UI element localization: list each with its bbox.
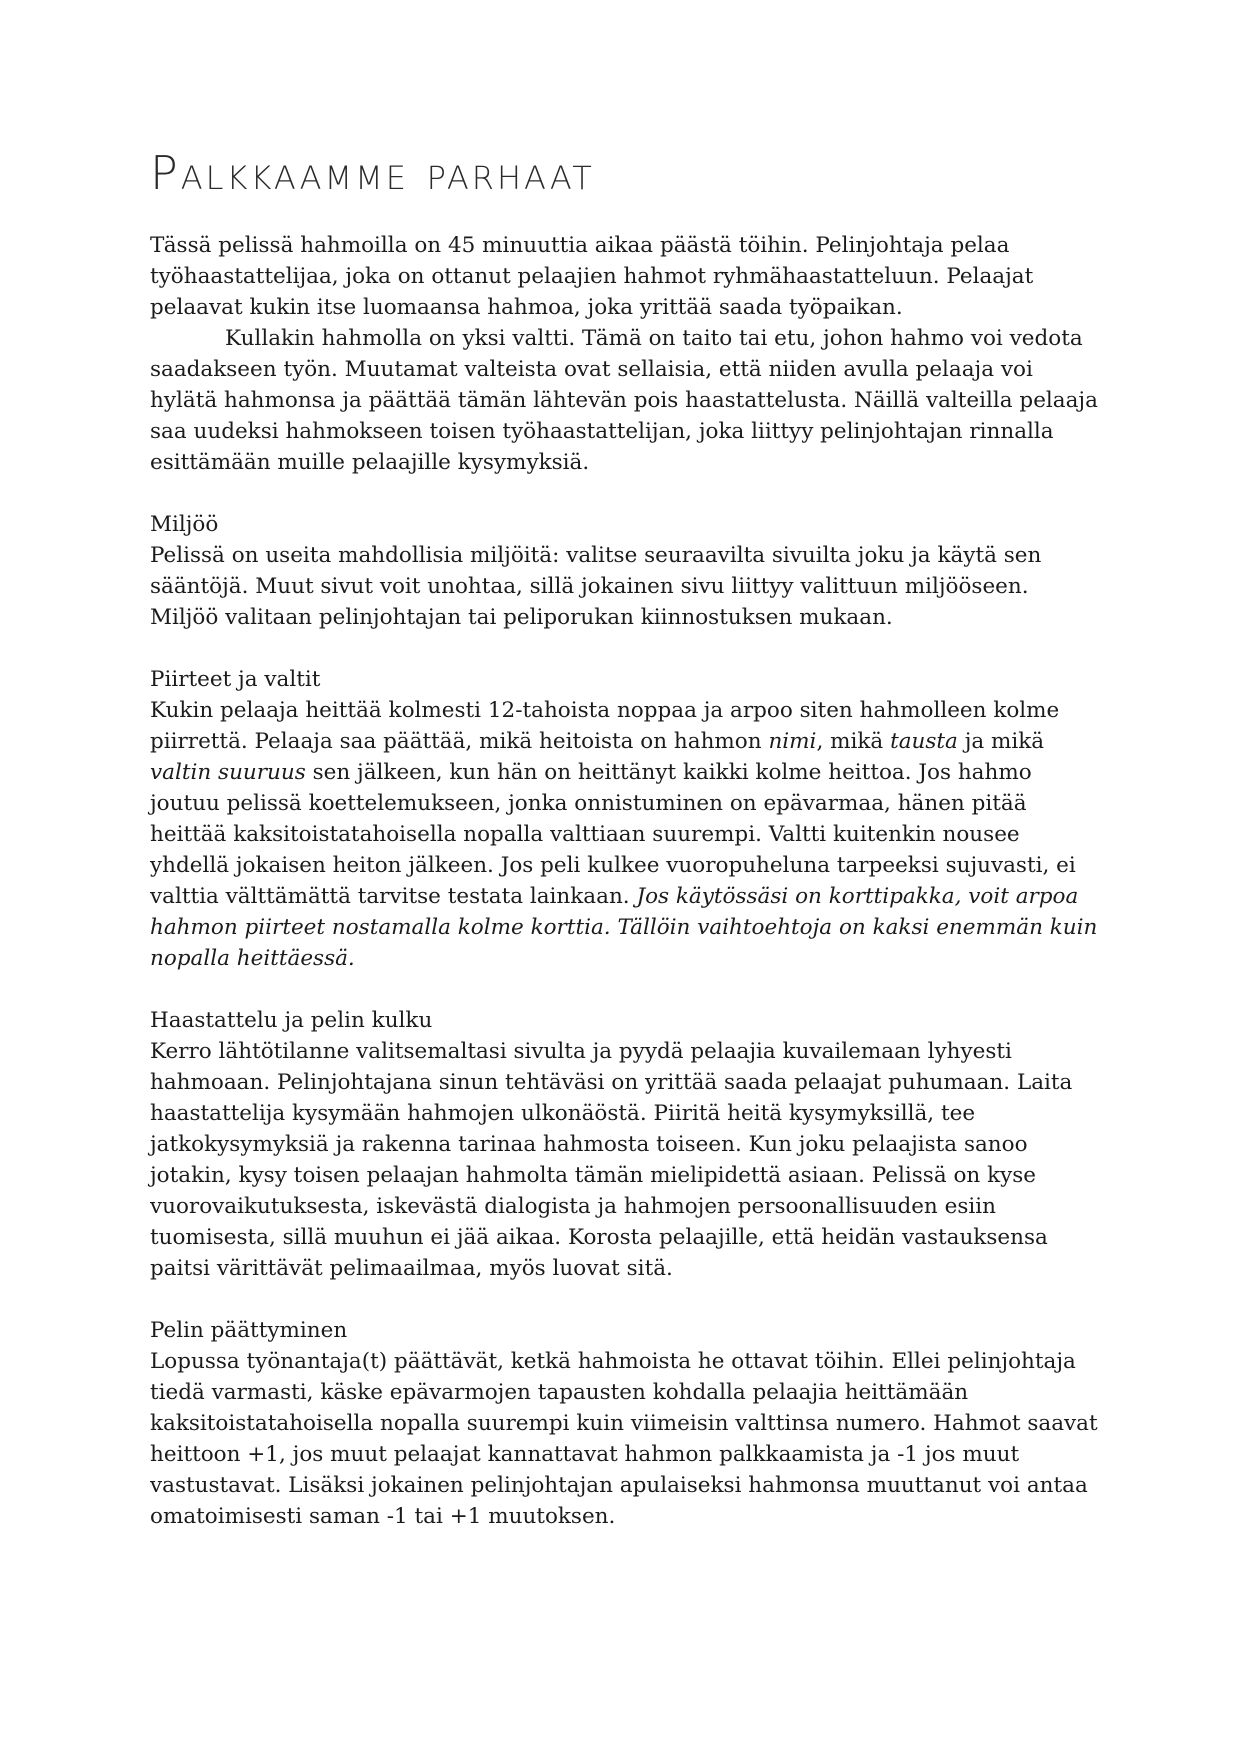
section-haastattelu [150, 1005, 1100, 1284]
section-text-paattyminen: Lopussa työnantaja(t) päättävät, ketkä hahmoista he ottavat töihin. Ellei pelinjohtaja tiedä varmasti, käske epävarmojen tapausten kohdalla pelaajia heittämään kaksitoistatahoisella nopalla suurempi kuin viimeisin valttinsa numero. Hahmot saavat heittoon +1, jos muut pelaajat kannattavat hahmon palkkaamista ja -1 jos muut vastustavat. Lisäksi jokainen pelinjohtajan apulaiseksi hahmonsa muuttanut voi antaa omatoimisesti saman -1 tai +1 muutoksen. [150, 1349, 1098, 1529]
section-heading-miljoo: Miljöö [150, 512, 219, 537]
piirteet-text-part-1: Kukin pelaaja heittää kolmesti 12-tahoista noppaa ja arpoo siten hahmolleen kolme piirrettä. Pelaaja saa päättää, mikä heitoista on hahmon [150, 698, 1060, 754]
piirteet-text-part-2: , mikä [816, 729, 891, 754]
section-piirteet [150, 664, 1100, 974]
intro-paragraph-1: Tässä pelissä hahmoilla on 45 minuuttia aikaa päästä töihin. Pelinjohtaja pelaa työhaastattelijaa, joka on ottanut pelaajien hahmot ryhmähaastatteluun. Pelaajat pelaavat kukin itse luomaansa hahmoa, joka yrittää saada työpaikan. [150, 233, 1034, 320]
section-text-haastattelu: Kerro lähtötilanne valitsemaltasi sivulta ja pyydä pelaajia kuvailemaan lyhyesti hahmoaan. Pelinjohtajana sinun tehtäväsi on yrittää saada pelaajat puhumaan. Laita haastattelija kysymään hahmojen ulkonäöstä. Piiritä heitä kysymyksillä, tee jatkokysymyksiä ja rakenna tarinaa hahmosta toiseen. Kun joku pelaajista sanoo jotakin, kysy toisen pelaajan hahmolta tämän mielipidettä asiaan. Pelissä on kyse vuorovaikutuksesta, iskevästä dialogista ja hahmojen persoonallisuuden esiin tuomisesta, sillä muuhun ei jää aikaa. Korosta pelaajille, että heidän vastauksensa paitsi värittävät pelimaailmaa, myös luovat sitä. [150, 1039, 1073, 1281]
korttipakka-note: Jos käytössäsi on korttipakka, voit arpoa hahmon piirteet nostamalla kolme korttia. Tällöin vaihtoehtoja on kaksi enemmän kuin nopalla heittäessä. [150, 884, 1098, 971]
section-heading-paattyminen: Pelin päättyminen [150, 1318, 348, 1343]
term-nimi: nimi [768, 729, 817, 754]
section-heading-piirteet: Piirteet ja valtit [150, 667, 321, 692]
term-valtin-suuruus: valtin suuruus [150, 760, 306, 785]
document-body [150, 230, 1100, 1532]
section-text-piirteet [150, 695, 1100, 974]
section-text-miljoo: Pelissä on useita mahdollisia miljöitä: valitse seuraavilta sivuilta joku ja käytä sen sääntöjä. Muut sivut voit unohtaa, sillä jokainen sivu liittyy valittuun miljööseen. Miljöö valitaan pelinjohtajan tai peliporukan kiinnostuksen mukaan. [150, 543, 1042, 630]
piirteet-text-part-4: sen jälkeen, kun hän on heittänyt kaikki kolme heittoa. Jos hahmo joutuu pelissä koettelemukseen, jonka onnistuminen on epävarmaa, hänen pitää heittää kaksitoistatahoisella nopalla valttiaan suurempi. Valtti kuitenkin nousee yhdellä jokaisen heiton jälkeen. Jos peli kulkee vuoropuheluna tarpeeksi sujuvasti, ei valttia välttämättä tarvitse testata lainkaan. [150, 760, 1076, 909]
section-paattyminen [150, 1315, 1100, 1532]
intro-paragraph-2: Kullakin hahmolla on yksi valtti. Tämä on taito tai etu, johon hahmo voi vedota saadakseen työn. Muutamat valteista ovat sellaisia, että niiden avulla pelaaja voi hylätä hahmonsa ja päättää tämän lähtevän pois haastattelusta. Näillä valteilla pelaaja saa uudeksi hahmokseen toisen työhaastattelijan, joka liittyy pelinjohtajan rinnalla esittämään muille pelaajille kysymyksiä. [150, 326, 1098, 475]
section-miljoo [150, 509, 1100, 633]
piirteet-text-part-3: ja mikä [957, 729, 1045, 754]
section-heading-haastattelu: Haastattelu ja pelin kulku [150, 1008, 433, 1033]
term-tausta: tausta [890, 729, 958, 754]
page-title: Palkkaamme parhaat [150, 146, 595, 200]
